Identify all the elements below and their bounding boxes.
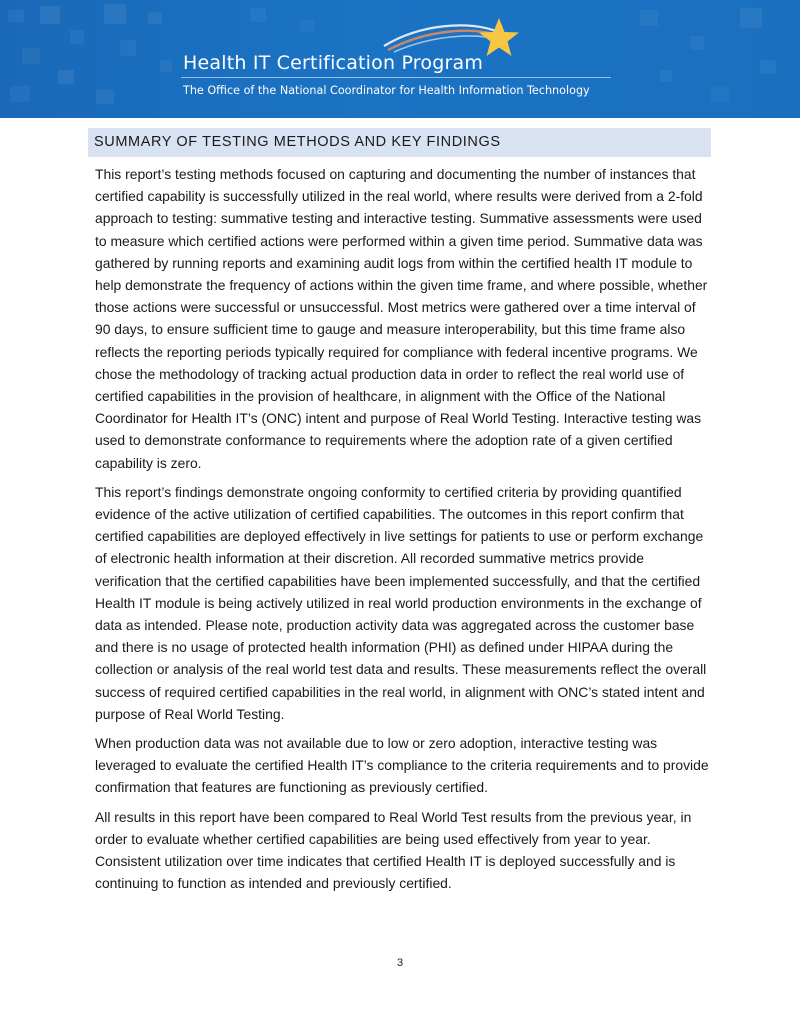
paragraph-testing-methods: This report’s testing methods focused on capturing and documenting the number of instances that certified capability is successfully utilized in the real world, where results were derived from a 2-fold approach to testing: summative testing and interactive testing. Summative assessments were used to measure which certified actions were performed within a given time period. Summative data was gathered by running reports and examining audit logs from within the certified health IT module to help demonstrate the frequency of actions within the given time frame, and where possible, whether those actions were successful or unsuccessful. Most metrics were gathered over a time interval of 90 days, to ensure sufficient time to gauge and measure interoperability, but this time frame also reflects the reporting periods typically required for compliance with federal incentive programs. We chose the methodology of tracking actual production data in order to reflect the real world use of certified capabilities in the provision of healthcare, in alignment with the Office of the National Coordinator for Health IT’s (ONC) intent and purpose of Real World Testing. Interactive testing was used to demonstrate conformance to requirements where the adoption rate of a given certified capability is zero. [95, 166, 708, 471]
paragraph-findings: This report’s findings demonstrate ongoing conformity to certified criteria by providing quantified evidence of the active utilization of certified capabilities. The outcomes in this report confirm that certified capabilities are deployed effectively in live settings for patients to use or perform exchange of electronic health information at their discretion. All recorded summative metrics provide verification that the certified capabilities have been implemented successfully, and that the certified Health IT module is being actively utilized in real world production environments in the exchange of data as intended. Please note, production activity data was aggregated across the customer base and there is no usage of protected health information (PHI) as defined under HIPAA during the collection or analysis of the real world test data and results. These measurements reflect the overall success of required certified capabilities in the real world, in alignment with ONC’s stated intent and purpose of Real World Testing. [95, 483, 707, 722]
office-subtitle: The Office of the National Coordinator for Health Information Technology [183, 84, 590, 97]
section-body [95, 163, 711, 902]
page-number: 3 [396, 957, 404, 969]
section-heading: SUMMARY OF TESTING METHODS AND KEY FINDINGS [94, 134, 501, 150]
program-title: Health IT Certification Program [183, 52, 484, 74]
paragraph-interactive-testing: When production data was not available due to low or zero adoption, interactive testing was leveraged to evaluate the certified Health IT’s compliance to the criteria requirements and to provide confirmation that features are functioning as previously certified. [95, 735, 709, 796]
header-banner [0, 0, 800, 118]
paragraph-comparison: All results in this report have been compared to Real World Test results from the previous year, in order to evaluate whether certified capabilities are being used effectively from year to year. Consistent utilization over time indicates that certified Health IT is deployed successfully and is continuing to function as intended and previously certified. [95, 808, 692, 892]
header-divider [181, 77, 611, 78]
section-heading-bar [88, 128, 711, 157]
